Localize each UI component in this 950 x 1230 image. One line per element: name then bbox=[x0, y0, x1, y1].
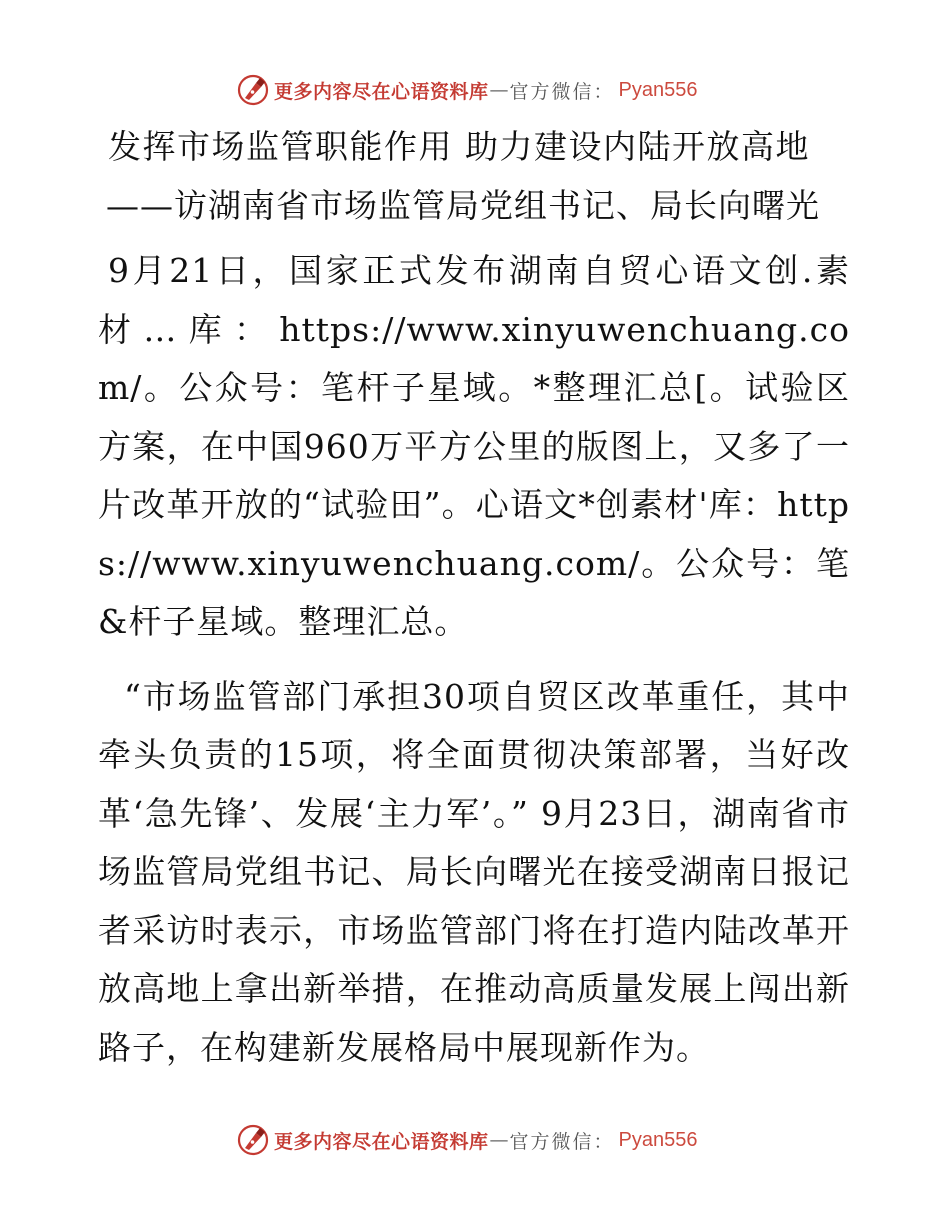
article-subtitle: ——访湖南省市场监管局党组书记、局长向曙光 bbox=[106, 186, 820, 225]
article-paragraph: “市场监管部门承担30项自贸区改革重任，其中牵头负责的15项，将全面贯彻决策部署，当好改革‘急先锋’、发展‘主力军’。” 9月23日，湖南省市场监管局党组书记、局长向曙光在接受湖南日报记者采访时表示，市场监管部门将在打造内陆改革开放高地上拿出新举措，在推动高质量发展上闯出新路子，在构建新发展格局中展现新作为。 bbox=[98, 676, 850, 1067]
footer-watermark bbox=[236, 1122, 716, 1158]
watermark-promo-text: 更多内容尽在心语资料库 bbox=[274, 1130, 489, 1153]
pen-nib-logo-icon bbox=[236, 1123, 270, 1157]
pen-nib-logo-icon bbox=[236, 73, 270, 107]
header-watermark bbox=[236, 72, 716, 108]
watermark-wechat-label: 官方微信： bbox=[509, 1130, 615, 1153]
watermark-wechat-id: Pyan556 bbox=[618, 1128, 698, 1151]
watermark-wechat-id: Pyan556 bbox=[618, 78, 698, 101]
watermark-separator: — bbox=[489, 1129, 509, 1151]
watermark-wechat-label: 官方微信： bbox=[509, 80, 615, 103]
watermark-separator: — bbox=[489, 79, 509, 101]
article-paragraph: 9月21日，国家正式发布湖南自贸心语文创.素材…库：https://www.xinyuwenchuang.com/。公众号：笔杆子星域。*整理汇总[。试验区方案，在中国960万平方公里的版图上，又多了一片改革开放的“试验田”。心语文*创素材'库：https://www.xinyuwenchuang.com/。公众号：笔&杆子星域。整理汇总。 bbox=[98, 251, 850, 641]
watermark-promo-text: 更多内容尽在心语资料库 bbox=[274, 80, 489, 103]
article-title: 发挥市场监管职能作用 助力建设内陆开放高地 bbox=[108, 127, 810, 166]
article-body bbox=[98, 118, 850, 1077]
